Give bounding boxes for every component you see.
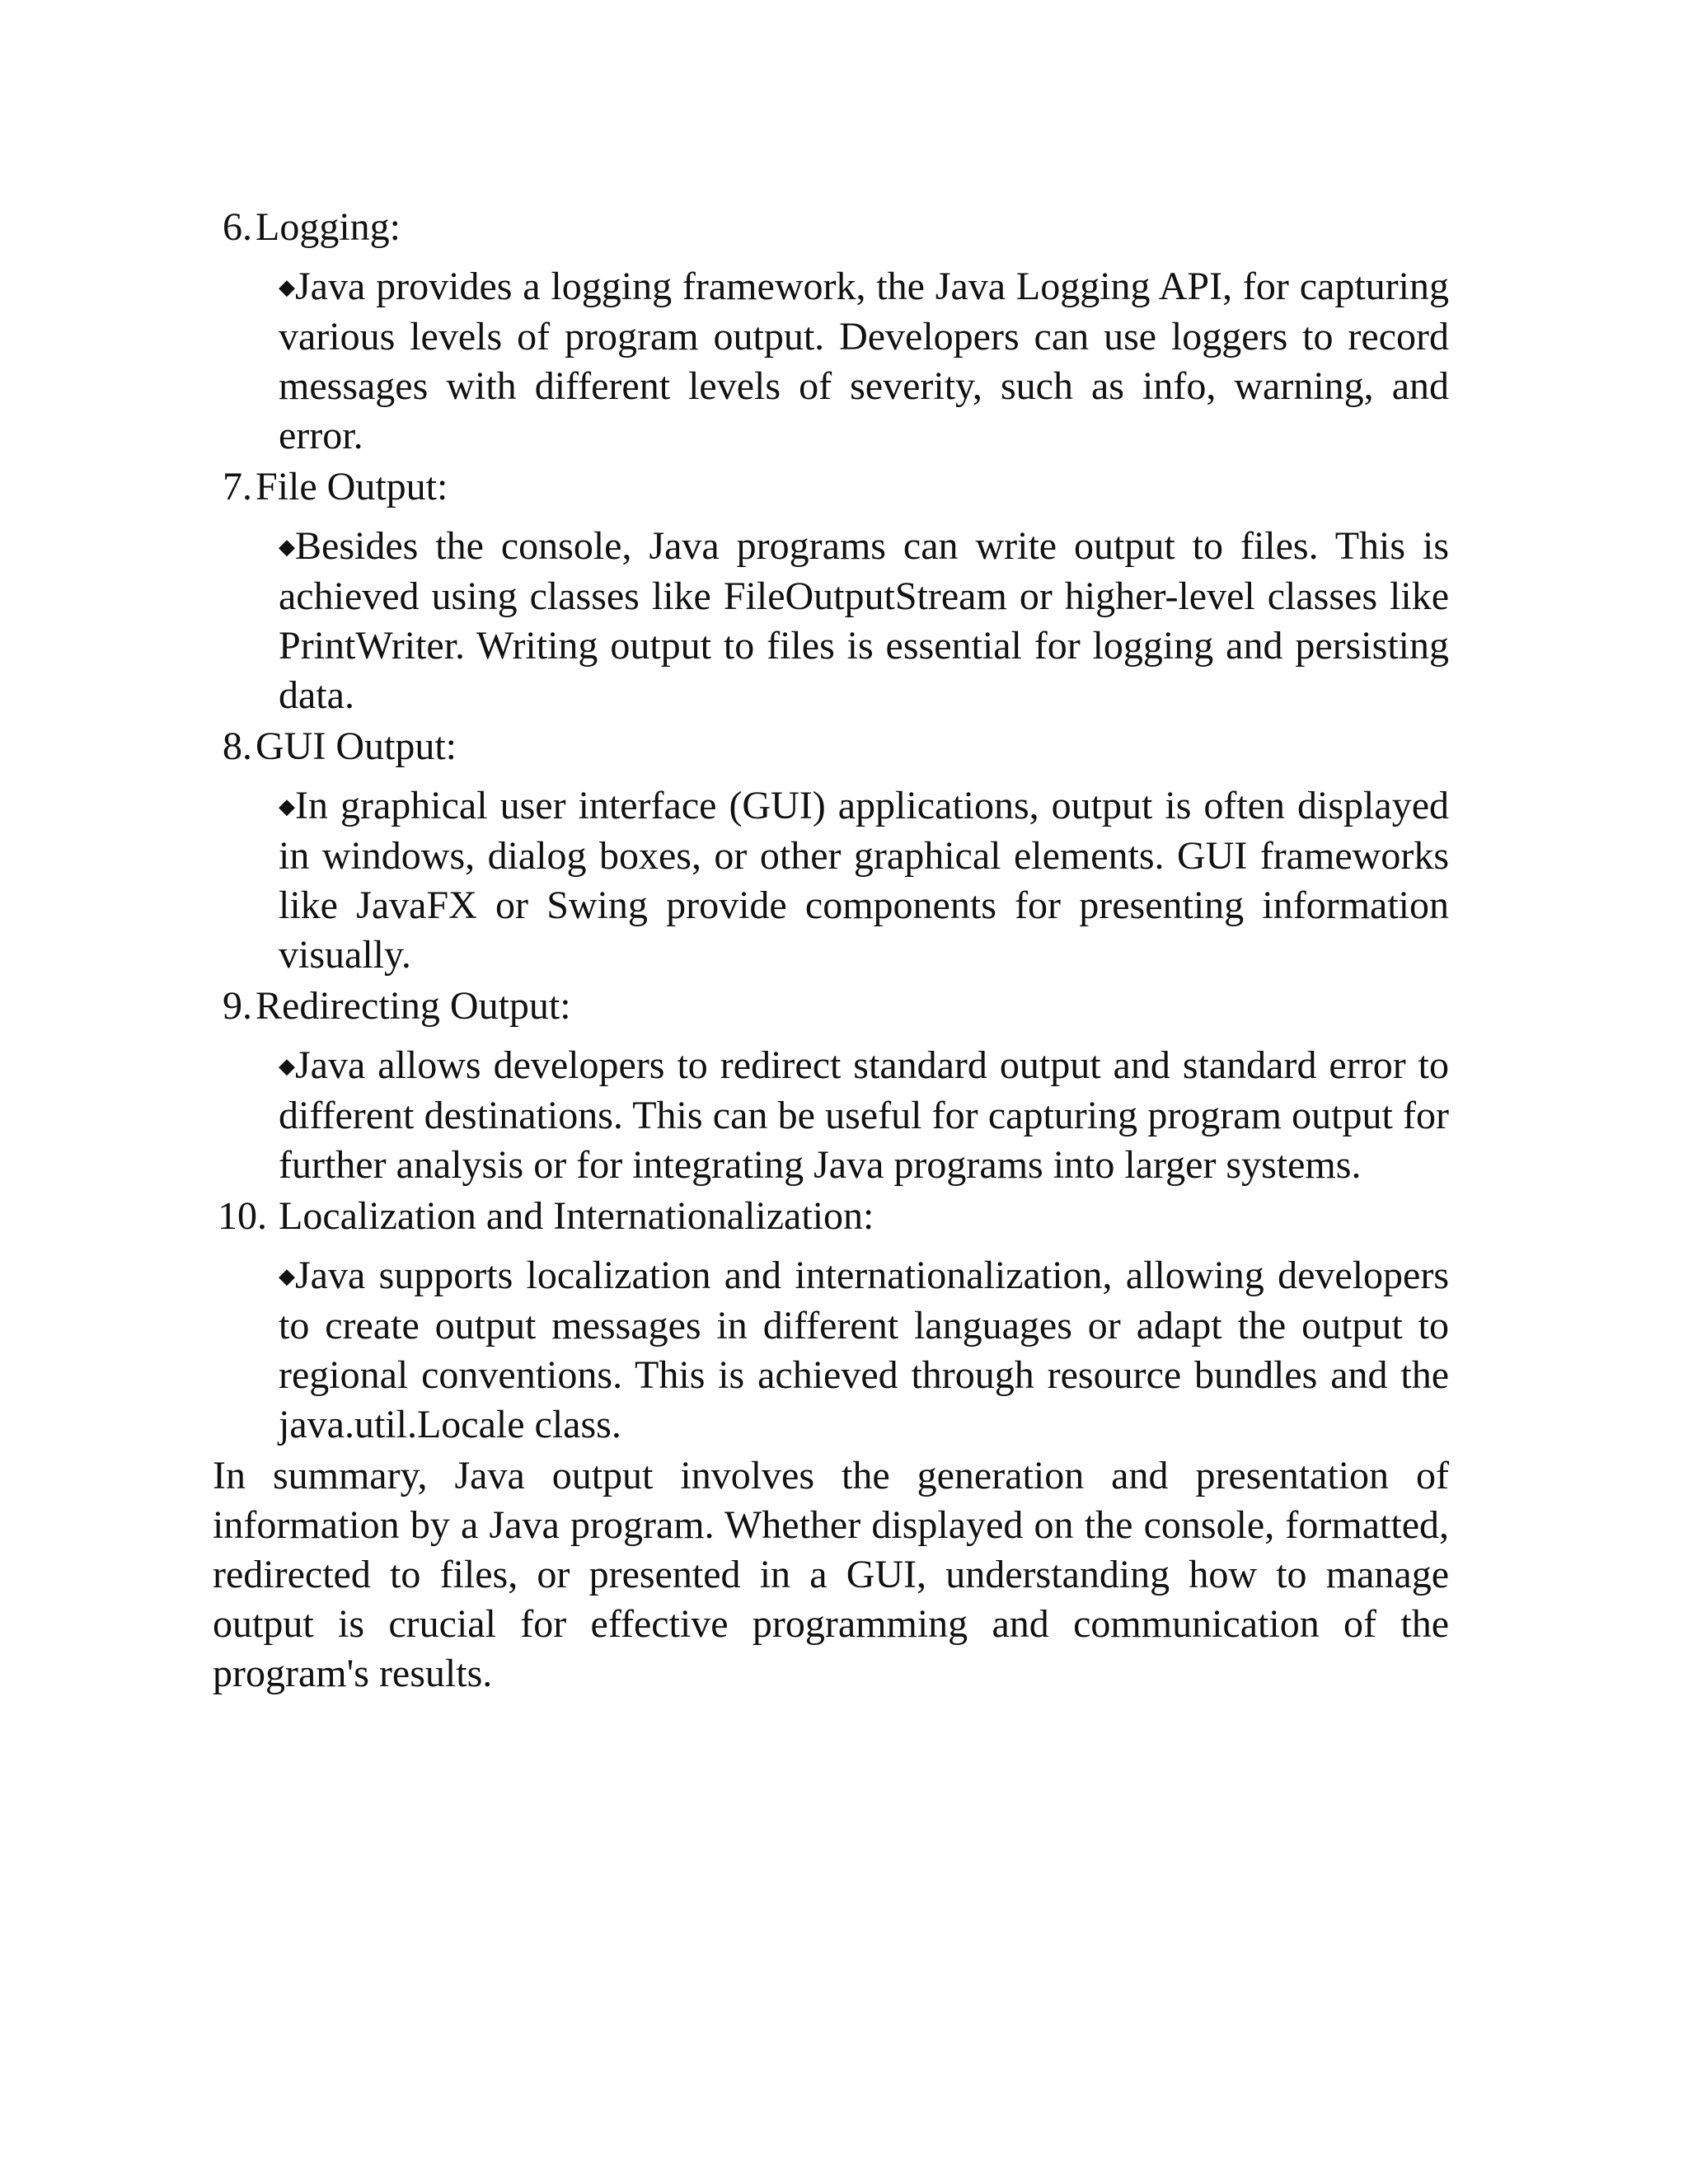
list-item-title: Localization and Internationalization: — [279, 1194, 874, 1238]
list-item-title: File Output: — [256, 465, 448, 509]
bullet-paragraph — [279, 1251, 1449, 1450]
list-item-number: 9. — [223, 984, 252, 1028]
list-item-number: 7. — [223, 465, 252, 509]
list-item-heading — [213, 203, 1449, 252]
diamond-bullet-icon: ◆ — [279, 275, 295, 299]
list-item-title: Redirecting Output: — [256, 984, 571, 1028]
bullet-text: Java supports localization and internationalization, allowing developers to create output messages in different languages or adapt the output to regional conventions. This is achieved through resource bundles and the java.util.Locale class. — [279, 1254, 1449, 1446]
list-item-heading — [213, 1192, 1449, 1241]
bullet-text: Java allows developers to redirect standard output and standard error to different destinations. This can be useful for capturing program output for further analysis or for integrating Java programs into larger systems. — [279, 1043, 1449, 1187]
bullet-text: In graphical user interface (GUI) applications, output is often displayed in windows, dialog boxes, or other graphical elements. GUI frameworks like JavaFX or Swing provide components for presenting information visually. — [279, 784, 1449, 977]
bullet-text: Besides the console, Java programs can write output to files. This is achieved using classes like FileOutputStream or higher-level classes like PrintWriter. Writing output to files is essential for logging and persisting data. — [279, 524, 1449, 717]
diamond-bullet-icon: ◆ — [279, 1054, 295, 1078]
bullet-paragraph — [279, 522, 1449, 720]
diamond-bullet-icon: ◆ — [279, 535, 295, 559]
bullet-paragraph — [279, 781, 1449, 980]
list-item-heading — [213, 982, 1449, 1031]
diamond-bullet-icon: ◆ — [279, 794, 295, 818]
list-item-heading — [213, 462, 1449, 512]
list-item-heading — [213, 722, 1449, 771]
bullet-paragraph — [279, 1041, 1449, 1190]
summary-paragraph: In summary, Java output involves the generation and presentation of information by a Java program. Whether displayed on the console, formatted, redirected to files, or presented in a GUI, understanding how to manage output is crucial for effective programming and communication of the program's results. — [213, 1454, 1449, 1695]
bullet-paragraph — [279, 262, 1449, 461]
list-item-number: 10. — [218, 1194, 267, 1238]
diamond-bullet-icon: ◆ — [279, 1264, 295, 1288]
bullet-text: Java provides a logging framework, the Java Logging API, for capturing various levels of program output. Developers can use loggers to record messages with different levels of severity, such as info, warning, and error. — [279, 265, 1449, 457]
list-item-title: GUI Output: — [256, 724, 457, 768]
list-item-number: 8. — [223, 724, 252, 768]
list-item-number: 6. — [223, 205, 252, 249]
document-body — [213, 203, 1449, 1699]
list-item-title: Logging: — [256, 205, 401, 249]
